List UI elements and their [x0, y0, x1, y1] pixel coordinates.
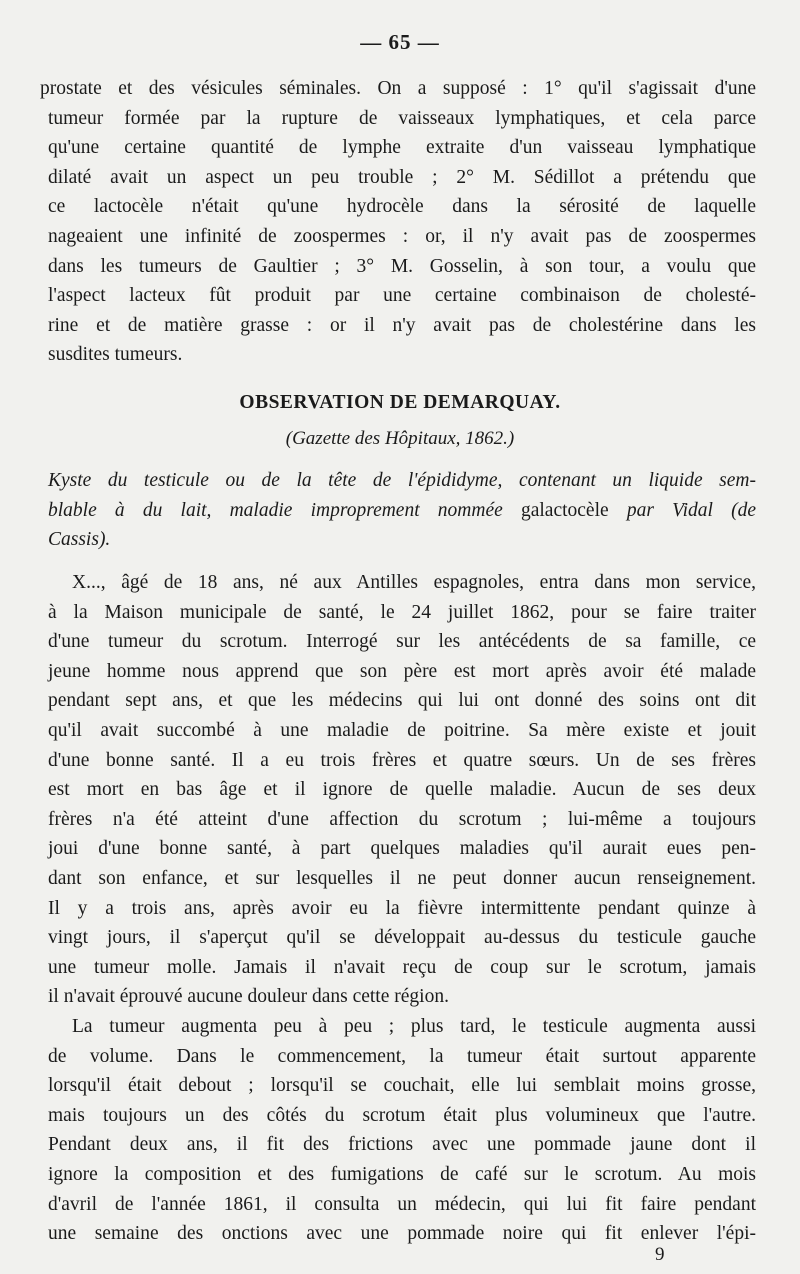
text-line: mais toujours un des côtés du scrotum était plus volumineux que l'autre.	[48, 1104, 756, 1126]
text-line: rine et de matière grasse : or il n'y avait pas de cholestérine dans les	[48, 314, 756, 336]
text-line: qu'il avait succombé à une maladie de poitrine. Sa mère existe et jouit	[48, 719, 756, 741]
text-line: X..., âgé de 18 ans, né aux Antilles espagnoles, entra dans mon service,	[72, 572, 756, 593]
observation-title: OBSERVATION DE DEMARQUAY.	[239, 392, 561, 413]
text-line: une tumeur molle. Jamais il n'avait reçu de coup sur le scrotum, jamais	[48, 956, 756, 978]
text-line: prostate et des vésicules séminales. On a supposé : 1° qu'il s'agissait d'une	[40, 78, 756, 99]
text-line: La tumeur augmenta peu à peu ; plus tard, le testicule augmenta aussi	[72, 1016, 756, 1037]
text-line: jeune homme nous apprend que son père est mort après avoir été malade	[48, 660, 756, 682]
summary-line	[48, 496, 756, 526]
summary-fragment: par Vidal (de	[608, 499, 756, 521]
paragraph-2	[48, 568, 756, 1012]
summary-term: galactocèle	[520, 499, 609, 521]
paragraph-3	[48, 1012, 756, 1249]
signature-mark: 9	[655, 1244, 665, 1265]
text-line: joui d'une bonne santé, à part quelques maladies qu'il aurait eues pen-	[48, 838, 756, 860]
text-line: il n'avait éprouvé aucune douleur dans cette région.	[48, 986, 449, 1008]
text-line: pendant sept ans, et que les médecins qui lui ont donné des soins ont dit	[48, 690, 756, 712]
text-line: nageaient une infinité de zoospermes : or, il n'y avait pas de zoospermes	[48, 225, 756, 247]
text-line: à la Maison municipale de santé, le 24 juillet 1862, pour se faire traiter	[48, 601, 756, 623]
text-line: dant son enfance, et sur lesquelles il ne peut donner aucun renseignement.	[48, 867, 756, 889]
text-line: Il y a trois ans, après avoir eu la fièvre intermittente pendant quinze à	[48, 897, 756, 919]
summary-line: Cassis).	[48, 529, 111, 551]
text-line: est mort en bas âge et il ignore de quelle maladie. Aucun de ses deux	[48, 779, 756, 801]
text-line: l'aspect lacteux fût produit par une certaine combinaison de cholesté-	[48, 285, 756, 307]
text-line: d'avril de l'année 1861, il consulta un médecin, qui lui fit faire pendant	[48, 1193, 756, 1215]
text-line: ignore la composition et des fumigations de café sur le scrotum. Au mois	[48, 1163, 756, 1185]
text-line: frères n'a été atteint d'une affection du scrotum ; lui-même a toujours	[48, 808, 756, 830]
text-line: dans les tumeurs de Gaultier ; 3° M. Gosselin, à son tour, a voulu que	[48, 255, 756, 277]
text-line: Pendant deux ans, il fit des frictions avec une pommade jaune dont il	[48, 1134, 756, 1156]
text-line: susdites tumeurs.	[48, 344, 183, 366]
text-line: vingt jours, il s'aperçut qu'il se développait au-dessus du testicule gauche	[48, 927, 756, 949]
paragraph-1	[40, 74, 756, 370]
case-summary	[48, 466, 756, 555]
text-line: d'une tumeur du scrotum. Interrogé sur les antécédents de sa famille, ce	[48, 631, 756, 653]
text-line: dilaté avait un aspect un peu trouble ; 2° M. Sédillot a prétendu que	[48, 166, 756, 188]
text-line: de volume. Dans le commencement, la tumeur était surtout apparente	[48, 1045, 756, 1067]
summary-line: Kyste du testicule ou de la tête de l'épididyme, contenant un liquide sem-	[48, 470, 756, 491]
text-line: une semaine des onctions avec une pommade noire qui fit enlever l'épi-	[48, 1223, 756, 1245]
text-line: ce lactocèle n'était qu'une hydrocèle dans la sérosité de laquelle	[48, 196, 756, 218]
text-line: d'une bonne santé. Il a eu trois frères et quatre sœurs. Un de ses frères	[48, 749, 756, 771]
text-line: qu'une certaine quantité de lymphe extraite d'un vaisseau lymphatique	[48, 137, 756, 159]
summary-fragment: blable à du lait, maladie improprement nommée	[48, 499, 521, 521]
text-line: tumeur formée par la rupture de vaisseaux lymphatiques, et cela parce	[48, 107, 756, 129]
source-citation: (Gazette des Hôpitaux, 1862.)	[285, 428, 515, 449]
page-number: — 65 —	[360, 30, 440, 54]
text-line: lorsqu'il était debout ; lorsqu'il se couchait, elle lui semblait moins grosse,	[48, 1075, 756, 1097]
